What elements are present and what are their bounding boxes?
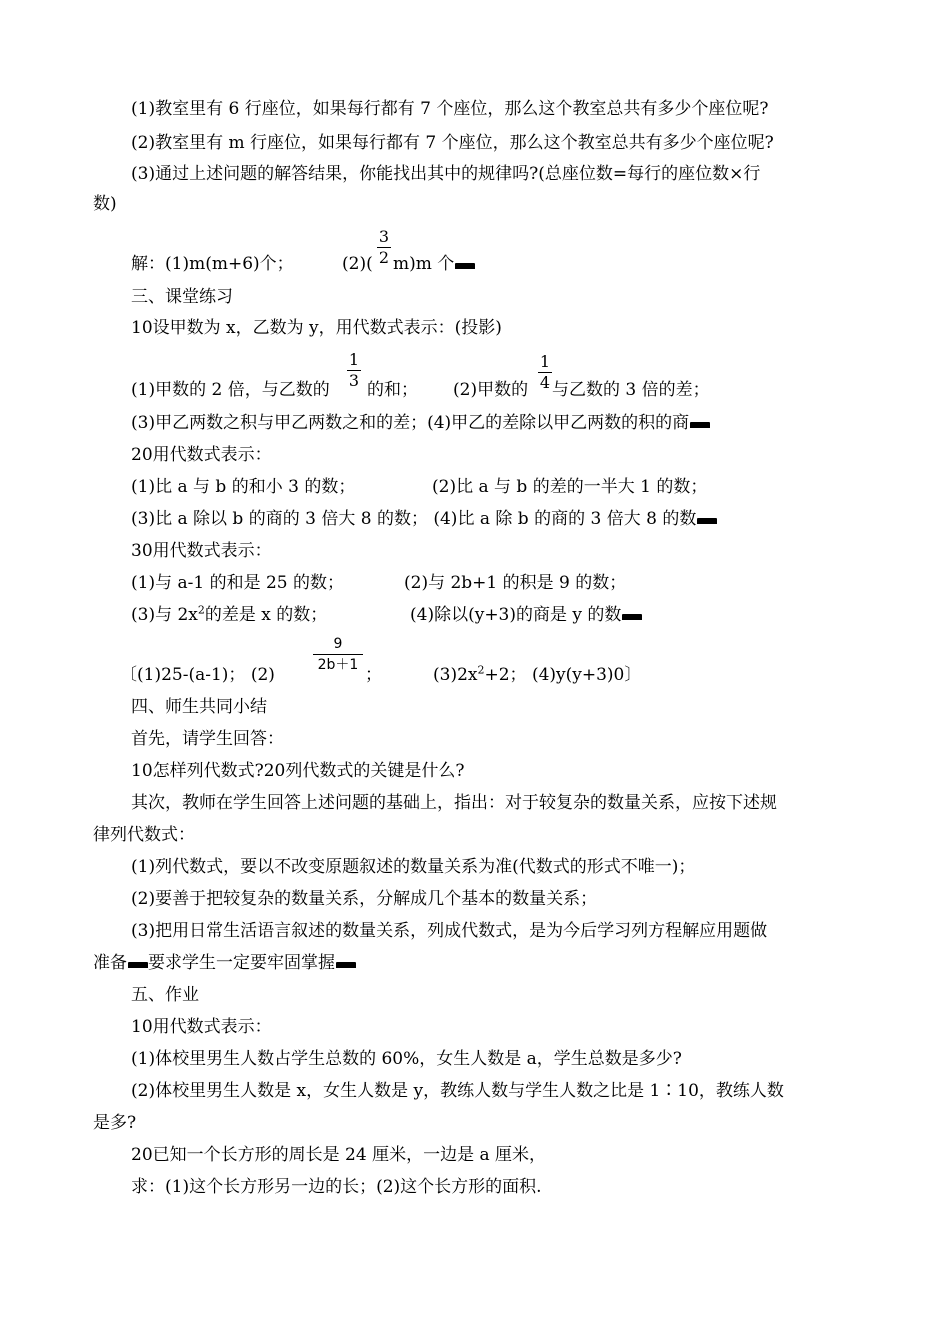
solution-part-2-text: m)m 个	[393, 254, 455, 274]
item-3-pre: (3)与 2x	[131, 605, 198, 625]
item-1-text-b: 的和；	[367, 380, 418, 400]
fraction-numerator: 3	[378, 227, 390, 246]
question-line-3-cont: 数)	[93, 194, 117, 214]
exercise-30-items-1-2	[131, 572, 831, 594]
item-3-text	[131, 604, 327, 626]
section-heading-4: 四、师生共同小结	[131, 697, 267, 717]
question-line-2: (2)教室里有 m 行座位，如果每行都有 7 个座位，那么这个教室总共有多少个座位呢?	[131, 133, 774, 153]
item-2-text-b: 与乙数的 3 倍的差；	[552, 380, 710, 400]
fraction-denominator: 4	[539, 373, 551, 392]
solution-part-2-close	[393, 253, 475, 275]
item-4-body: (4)除以(y+3)的商是 y 的数	[410, 605, 622, 625]
superscript: 2	[197, 603, 205, 617]
summary-point-1: (1)列代数式，要以不改变原题叙述的数量关系为准(代数式的形式不唯一)；	[131, 857, 696, 877]
answers-line	[120, 664, 840, 686]
superscript: 2	[477, 663, 485, 677]
solution-part-2-open: (2)(	[342, 254, 373, 274]
item-1-text: (1)与 a-1 的和是 25 的数；	[131, 573, 345, 593]
fraction-numerator: 1	[348, 350, 360, 369]
black-mark-icon	[622, 614, 642, 620]
exercise-30-intro: 30用代数式表示：	[131, 541, 272, 561]
homework-item-2-cont: 是多?	[93, 1113, 137, 1133]
item-3-post: 的差是 x 的数；	[204, 605, 328, 625]
homework-item-2: (2)体校里男生人数是 x，女生人数是 y，教练人数与学生人数之比是 1∶10，教练人数	[131, 1081, 784, 1101]
homework-item-1: (1)体校里男生人数占学生总数的 60%，女生人数是 a，学生总数是多少?	[131, 1049, 682, 1069]
black-mark-icon	[690, 422, 710, 428]
black-mark-icon	[697, 518, 717, 524]
answer-3-pre: (3)2x	[433, 665, 478, 685]
summary-point-3-cont	[93, 952, 356, 974]
answer-1-2: 〔(1)25-(a-1)； (2)	[120, 665, 275, 685]
black-mark-icon	[455, 263, 475, 269]
summary-questions: 10怎样列代数式?20列代数式的关键是什么?	[131, 761, 465, 781]
items-3-4-text: (3)比 a 除以 b 的商的 3 倍大 8 的数； (4)比 a 除 b 的商的 3 倍大 8 的数	[131, 509, 697, 529]
summary-point-3-cont-a: 准备	[93, 953, 127, 973]
exercise-20-intro: 20用代数式表示：	[131, 445, 272, 465]
fraction-three-halves	[377, 228, 391, 267]
item-4-text	[410, 604, 642, 626]
answer-3-4	[433, 664, 641, 686]
exercise-20-items-3-4	[131, 508, 717, 530]
section-heading-5: 五、作业	[131, 985, 199, 1005]
item-2-text: (2)比 a 与 b 的差的一半大 1 的数；	[432, 477, 708, 497]
exercise-10-intro: 10设甲数为 x，乙数为 y，用代数式表示：(投影)	[131, 318, 502, 338]
fraction-denominator: 2b＋1	[317, 657, 359, 673]
teacher-note-line-2: 律列代数式：	[93, 825, 195, 845]
summary-point-3-cont-b: 要求学生一定要牢固掌握	[148, 953, 335, 973]
items-3-4-text: (3)甲乙两数之积与甲乙两数之和的差；(4)甲乙的差除以甲乙两数的积的商	[131, 413, 690, 433]
first-prompt: 首先，请学生回答：	[131, 729, 284, 749]
exercise-10-items-3-4	[131, 412, 710, 434]
question-line-3: (3)通过上述问题的解答结果，你能找出其中的规律吗?(总座位数=每行的座位数×行	[131, 164, 761, 184]
item-1-text: (1)比 a 与 b 的和小 3 的数；	[131, 477, 356, 497]
fraction-one-third	[347, 351, 361, 390]
fraction-numerator: 9	[333, 636, 343, 652]
answer-3-4-post: +2； (4)y(y+3)0〕	[484, 665, 642, 685]
summary-point-2: (2)要善于把较复杂的数量关系，分解成几个基本的数量关系；	[131, 889, 598, 909]
fraction-denominator: 2	[378, 248, 390, 267]
fraction-bar	[313, 654, 363, 655]
solution-part-1: 解：(1)m(m+6)个；	[131, 254, 294, 274]
teacher-note-line-1: 其次，教师在学生回答上述问题的基础上，指出：对于较复杂的数量关系，应按下述规	[131, 793, 777, 813]
exercise-10-items-1-2	[131, 379, 831, 401]
homework-20-question: 求：(1)这个长方形另一边的长；(2)这个长方形的面积.	[131, 1177, 542, 1197]
item-2-text-a: (2)甲数的	[453, 380, 529, 400]
item-1-text-a: (1)甲数的 2 倍，与乙数的	[131, 380, 330, 400]
fraction-denominator: 3	[348, 371, 360, 390]
answer-2-end: ；	[365, 665, 382, 685]
exercise-20-items-1-2	[131, 476, 831, 498]
homework-20-intro: 20已知一个长方形的周长是 24 厘米，一边是 a 厘米，	[131, 1145, 547, 1165]
fraction-numerator: 1	[539, 352, 551, 371]
fraction-one-quarter	[538, 353, 552, 392]
solution-line	[131, 253, 531, 275]
summary-point-3: (3)把用日常生活语言叙述的数量关系，列成代数式，是为今后学习列方程解应用题做	[131, 921, 768, 941]
item-2-text: (2)与 2b+1 的积是 9 的数；	[404, 573, 627, 593]
question-line-1: (1)教室里有 6 行座位，如果每行都有 7 个座位，那么这个教室总共有多少个座位呢?	[131, 99, 769, 119]
section-heading-3: 三、课堂练习	[131, 287, 233, 307]
exercise-30-items-3-4	[131, 604, 831, 626]
black-mark-icon	[128, 962, 148, 968]
homework-10-intro: 10用代数式表示：	[131, 1017, 272, 1037]
black-mark-icon	[336, 962, 356, 968]
fraction-nine-over-2b-plus-1	[313, 635, 363, 674]
